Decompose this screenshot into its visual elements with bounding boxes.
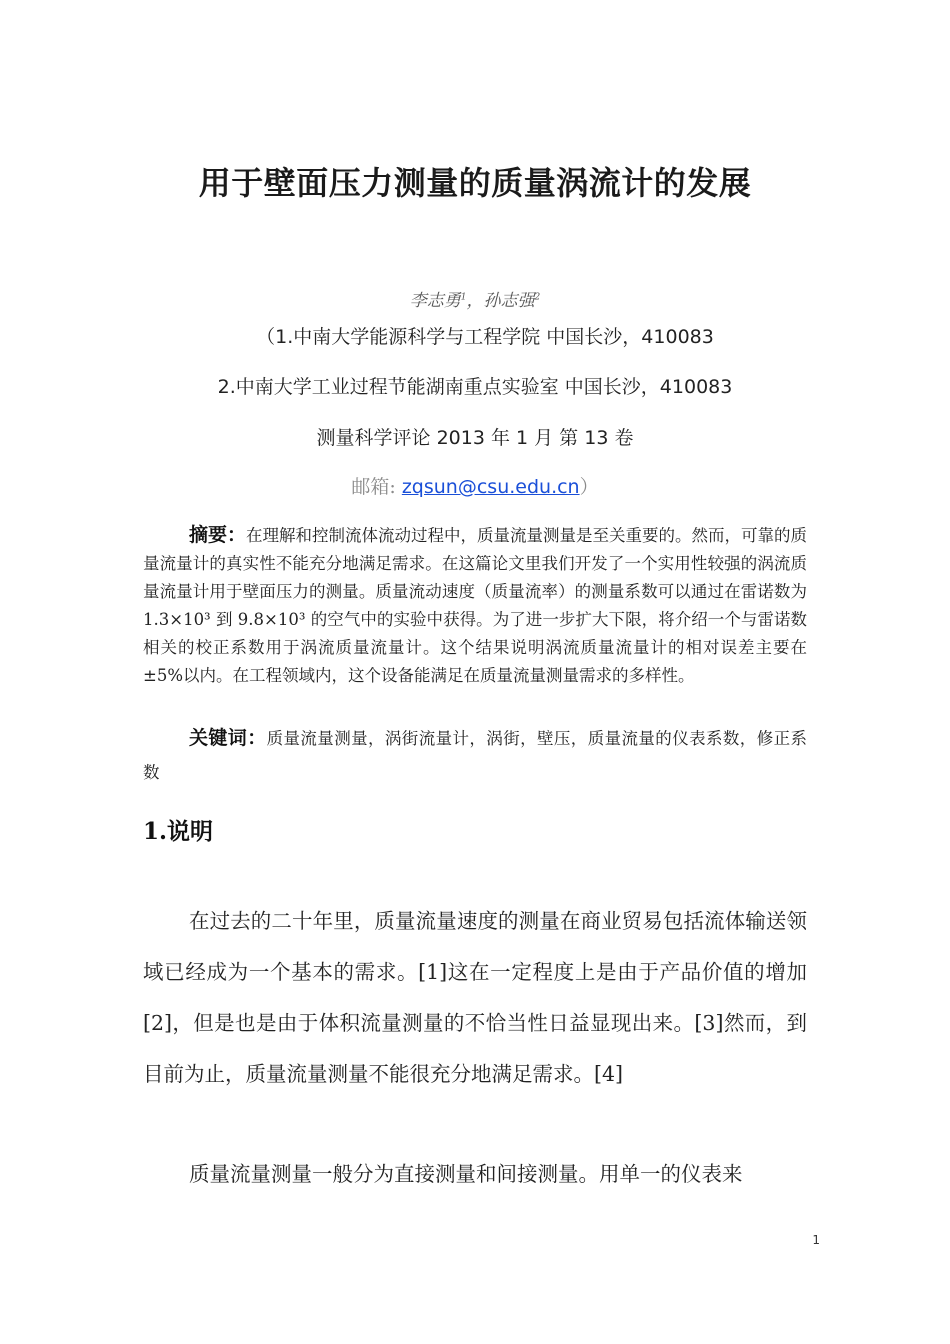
affiliation-2: 2.中南大学工业过程节能湖南重点实验室 中国长沙，410083 <box>217 376 733 398</box>
keywords <box>143 721 807 790</box>
section-heading: 1.说明 <box>143 818 214 845</box>
body-paragraph: 在过去的二十年里，质量流量速度的测量在商业贸易包括流体输送领域已经成为一个基本的需求。[1]这在一定程度上是由于产品价值的增加[2]，但是也是由于体积流量测量的不恰当性日益显现出来。[3]然而，到目前为止，质量流量测量不能很充分地满足需求。[4] <box>143 909 807 1086</box>
author-2: 孙志强 <box>483 291 535 311</box>
keywords-label: 关键词： <box>189 727 267 749</box>
email-label: 邮箱: <box>351 476 402 498</box>
affiliation-1: （1.中南大学能源科学与工程学院 中国长沙，410083 <box>256 326 714 348</box>
email-close: ） <box>579 476 599 498</box>
email-link[interactable]: zqsun@csu.edu.cn <box>401 476 580 498</box>
author-1: 李志勇 <box>409 291 461 311</box>
abstract <box>143 521 807 690</box>
author-line <box>0 286 950 311</box>
body-paragraph: 质量流量测量一般分为直接测量和间接测量。用单一的仪表来 <box>189 1162 743 1186</box>
page-number: 1 <box>812 1233 820 1247</box>
paper-title: 用于壁面压力测量的质量涡流计的发展 <box>198 164 752 202</box>
journal-citation: 测量科学评论 2013 年 1 月 第 13 卷 <box>316 427 634 449</box>
abstract-text: 在理解和控制流体流动过程中，质量流量测量是至关重要的。然而，可靠的质量流量计的真实性不能充分地满足需求。在这篇论文里我们开发了一个实用性较强的涡流质量流量计用于壁面压力的测量。质量流动速度（质量流率）的测量系数可以通过在雷诺数为 1.3×10³ 到 9.8×10³ 的空气中的实验中获得。为了进一步扩大下限，将介绍一个与雷诺数相关的校正系数用于涡流质量流量计。这个结果说明涡流质量流量计的相对误差主要在±5%以内。在工程领域内，这个设备能满足在质量流量测量需求的多样性。 <box>143 526 808 685</box>
author-2-mark: 2 <box>534 292 541 303</box>
author-separator: ， <box>466 291 484 311</box>
keywords-text: 质量流量测量，涡街流量计，涡街，壁压，质量流量的仪表系数，修正系数 <box>143 729 807 782</box>
abstract-label: 摘要： <box>189 524 247 546</box>
email-line <box>0 472 950 499</box>
author-1-mark: 1 <box>460 292 467 303</box>
